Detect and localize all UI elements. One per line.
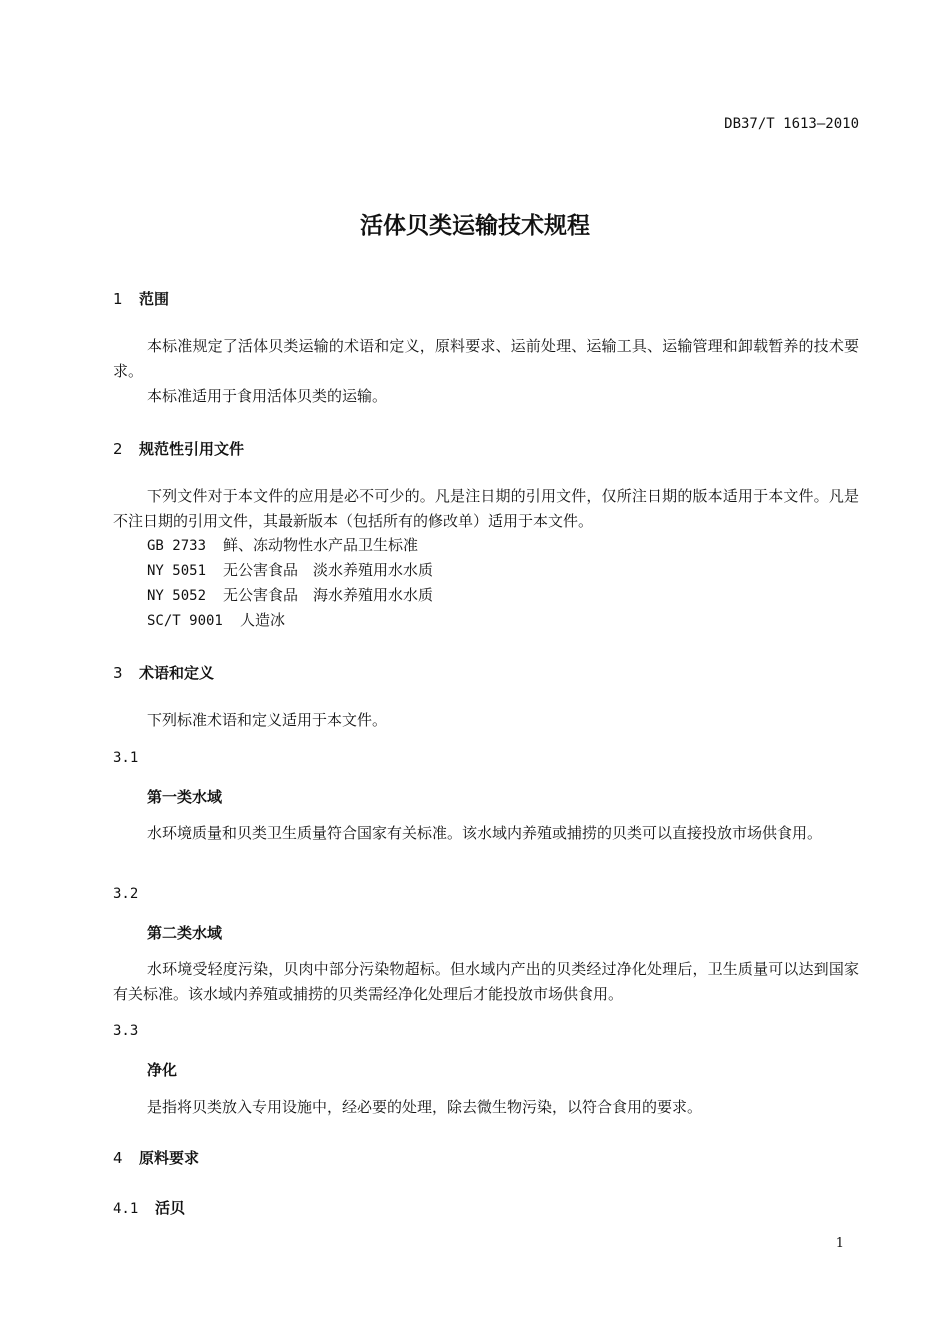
section-2-paragraph-1: 下列文件对于本文件的应用是必不可少的。凡是注日期的引用文件，仅所注日期的版本适用于本文件。凡是不注日期的引用文件，其最新版本（包括所有的修改单）适用于本文件。 [113, 487, 859, 530]
reference-code: NY 5051 [147, 563, 207, 579]
term-definition: 是指将贝类放入专用设施中，经必要的处理，除去微生物污染，以符合食用的要求。 [147, 1098, 703, 1116]
subsection-number: 4.1 [113, 1201, 139, 1217]
term-number: 3.1 [113, 750, 139, 766]
reference-code: SC/T 9001 [147, 613, 223, 629]
term-definition: 水环境受轻度污染，贝肉中部分污染物超标。但水域内产出的贝类经过净化处理后，卫生质量可以达到国家有关标准。该水域内养殖或捕捞的贝类需经净化处理后才能投放市场供食用。 [113, 960, 859, 1003]
section-1-paragraph-1: 本标准规定了活体贝类运输的术语和定义，原料要求、运前处理、运输工具、运输管理和卸载暂养的技术要求。 [113, 337, 859, 380]
reference-item [147, 609, 285, 630]
section-number: 3 [113, 664, 123, 682]
reference-name: 人造冰 [240, 611, 286, 629]
term-title: 第一类水域 [147, 788, 223, 806]
term-title: 第二类水域 [147, 924, 223, 942]
reference-item [147, 584, 433, 605]
subsection-4-1-heading [113, 1197, 185, 1218]
term-title: 净化 [147, 1061, 178, 1079]
reference-code: GB 2733 [147, 538, 207, 554]
document-title: 活体贝类运输技术规程 [360, 213, 590, 239]
page-number: 1 [835, 1236, 844, 1251]
section-2-heading [113, 438, 244, 459]
standard-code: DB37/T 1613—2010 [724, 116, 859, 132]
reference-name: 无公害食品 淡水养殖用水水质 [223, 561, 434, 579]
section-number: 4 [113, 1149, 123, 1167]
section-1-paragraph-2: 本标准适用于食用活体贝类的运输。 [147, 387, 388, 405]
section-number: 1 [113, 290, 123, 308]
section-4-heading [113, 1147, 199, 1168]
section-3-paragraph-1: 下列标准术语和定义适用于本文件。 [147, 711, 388, 729]
subsection-title: 活贝 [155, 1199, 186, 1217]
term-number: 3.2 [113, 886, 139, 902]
section-title: 范围 [139, 290, 170, 308]
section-title: 规范性引用文件 [139, 440, 245, 458]
section-title: 原料要求 [139, 1149, 200, 1167]
term-number: 3.3 [113, 1023, 139, 1039]
section-1-heading [113, 288, 169, 309]
reference-item [147, 559, 433, 580]
section-3-heading [113, 662, 214, 683]
reference-code: NY 5052 [147, 588, 207, 604]
reference-item [147, 534, 418, 555]
term-definition: 水环境质量和贝类卫生质量符合国家有关标准。该水域内养殖或捕捞的贝类可以直接投放市场供食用。 [147, 824, 823, 842]
reference-name: 无公害食品 海水养殖用水水质 [223, 586, 434, 604]
section-title: 术语和定义 [139, 664, 215, 682]
reference-name: 鲜、冻动物性水产品卫生标准 [223, 536, 419, 554]
section-number: 2 [113, 440, 123, 458]
